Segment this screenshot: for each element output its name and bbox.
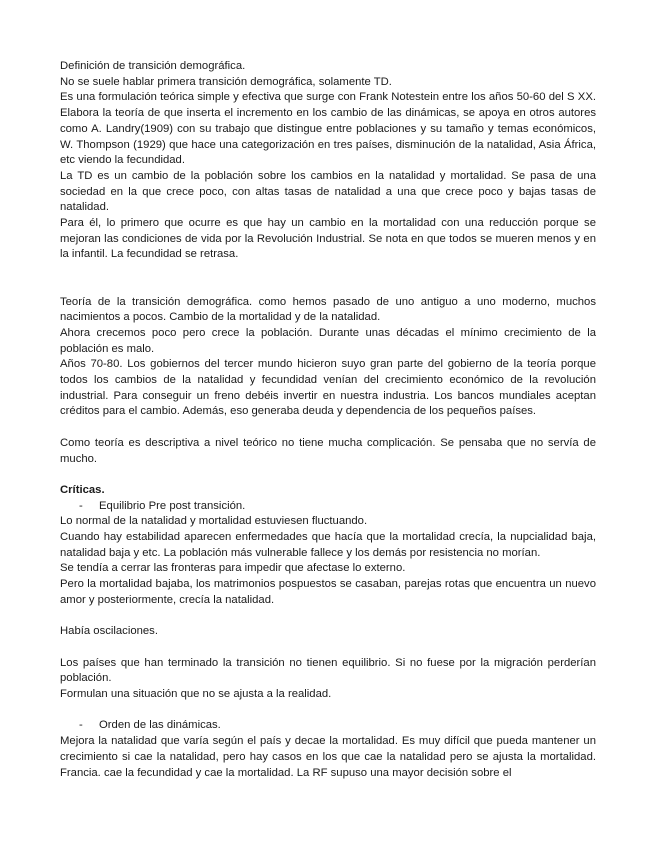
spacer (60, 467, 596, 483)
paragraph: Definición de transición demográfica. (60, 60, 246, 72)
paragraph: Los países que han terminado la transición no tienen equilibrio. Si no fuese por la migración perderían población. (60, 656, 596, 685)
document-body (60, 59, 596, 781)
spacer (60, 703, 596, 719)
paragraph: Años 70-80. Los gobiernos del tercer mundo hicieron suyo gran parte del gobierno de la teoría porque todos los cambios de la natalidad y fecundidad venían del crecimiento económico de la revolución industrial. Para conseguir un freno debéis invertir en nuestra industria. Los bancos mundiales aceptan créditos para el cambio. Además, eso generaba deuda y dependencia de los pequeños países. (60, 358, 596, 418)
paragraph: No se suele hablar primera transición demográfica, solamente TD. (60, 75, 392, 88)
paragraph: Se tendía a cerrar las fronteras para impedir que afectase lo externo. (60, 562, 406, 575)
bullet-text: Orden de las dinámicas. (99, 719, 221, 732)
bullet-text: Equilibrio Pre post transición. (99, 499, 246, 512)
bullet-dash: - (79, 499, 83, 512)
paragraph: Había oscilaciones. (60, 625, 158, 638)
paragraph: La TD es un cambio de la población sobre los cambios en la natalidad y mortalidad. Se pasa de una sociedad en la que crece poco, con altas tasas de natalidad a una que crece poco y bajas tasas de natalidad. (60, 169, 596, 214)
paragraph: Lo normal de la natalidad y mortalidad estuviesen fluctuando. (60, 515, 368, 528)
section-heading-criticas: Críticas. (60, 483, 105, 496)
bullet-item (60, 718, 596, 734)
paragraph: Mejora la natalidad que varía según el país y decae la mortalidad. Es muy difícil que pueda mantener un crecimiento si cae la natalidad, pero hay casos en los que cae la natalidad pero se ajusta la mortalidad. Francia. cae la fecundidad y cae la mortalidad. La RF supuso una mayor decisión sobre el (60, 735, 596, 779)
paragraph: Como teoría es descriptiva a nivel teórico no tiene mucha complicación. Se pensaba que no servía de mucho. (60, 436, 596, 465)
spacer (60, 420, 596, 436)
spacer (60, 263, 596, 294)
spacer (60, 640, 596, 656)
paragraph: Para él, lo primero que ocurre es que hay un cambio en la mortalidad con una reducción porque se mejoran las condiciones de vida por la Revolución Industrial. Se nota en que todos se mueren menos y en la infantil. La fecundidad se retrasa. (60, 217, 596, 261)
paragraph: Es una formulación teórica simple y efectiva que surge con Frank Notestein entre los años 50-60 del S XX. Elabora la teoría de que inserta el incremento en los cambio de las dinámicas, se apoya en otros autores como A. Landry(1909) con su trabajo que distingue entre poblaciones y su tamaño y temas económicos, W. Thompson (1929) que hace una categorización en tres países, disminución de la natalidad, Asia África, etc viendo la fecundidad. (60, 91, 596, 167)
paragraph: Formulan una situación que no se ajusta a la realidad. (60, 688, 332, 701)
bullet-dash: - (79, 719, 83, 732)
paragraph: Ahora crecemos poco pero crece la población. Durante unas décadas el mínimo crecimiento de la población es malo. (60, 326, 596, 355)
paragraph: Cuando hay estabilidad aparecen enfermedades que hacía que la mortalidad crecía, la nupcialidad baja, natalidad baja y etc. La población más vulnerable fallece y los demás por resistencia no morían. (60, 531, 596, 559)
spacer (60, 609, 596, 625)
paragraph: Teoría de la transición demográfica. como hemos pasado de uno antiguo a uno moderno, muchos nacimientos a pocos. Cambio de la mortalidad y de la natalidad. (60, 295, 596, 324)
paragraph: Pero la mortalidad bajaba, los matrimonios pospuestos se casaban, parejas rotas que encuentra un nuevo amor y posteriormente, crecía la natalidad. (60, 578, 596, 606)
bullet-item (60, 499, 596, 515)
